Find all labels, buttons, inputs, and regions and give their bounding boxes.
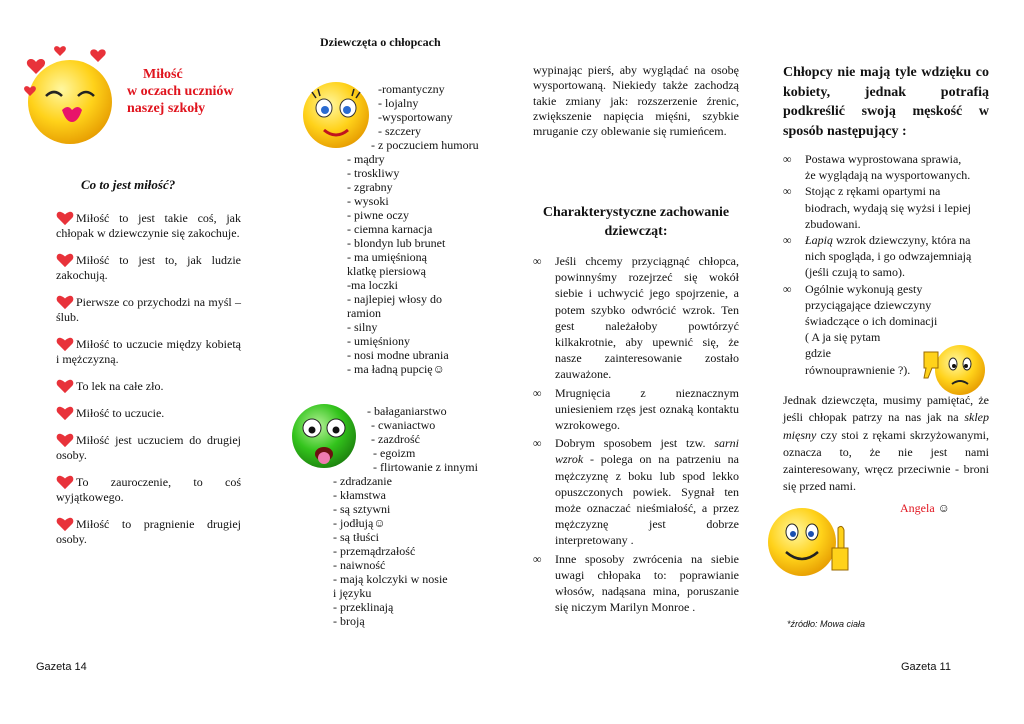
behaviour-item: [533, 551, 739, 616]
heart-icon: [56, 433, 74, 448]
love-title-line-1: Miłość: [143, 67, 183, 82]
flaw: - bałaganiarstwo: [367, 404, 447, 418]
closing-text: czy stoi z rękami skrzyżowanymi, oznacza to, że nie jest nami zainteresowany, wręcz przeciwnie - broni się przed nami.: [783, 427, 989, 494]
virtue: - zgrabny: [347, 180, 393, 194]
virtue: - umięśniony: [347, 334, 410, 348]
flaw: - przeklinają: [333, 600, 394, 614]
boys-text: wzrok dziewczyny, która na: [833, 233, 971, 248]
virtue: - najlepiej włosy do: [347, 292, 442, 306]
heart-icon: [56, 211, 74, 226]
kissing-smiley-icon: [18, 40, 128, 150]
love-answers: [56, 211, 241, 547]
virtue: - mądry: [347, 152, 385, 166]
boys-text: zbudowani.: [805, 216, 861, 231]
boys-text: świadczące o ich dominacji: [805, 314, 938, 329]
flaw: - naiwność: [333, 558, 386, 572]
love-answer: Miłość to uczucie między kobietą i mężczyzną.: [56, 337, 241, 366]
love-title-line-2: w oczach uczniów: [127, 84, 234, 99]
flaw: - flirtowanie z innymi: [373, 460, 478, 474]
heart-icon: [56, 406, 74, 421]
boys-item: [783, 232, 993, 281]
closing-emphasis: sklep mięsny: [783, 410, 989, 442]
love-answer: Miłość to uczucie.: [76, 406, 165, 420]
signature-smile: ☺: [934, 501, 950, 515]
behaviour-text: Dobrym sposobem jest tzw.: [555, 436, 715, 451]
closing-text: Jednak dziewczęta, musimy pamiętać, że jeśli chłopak patrzy na nas jak na: [783, 393, 989, 425]
virtue: - piwne oczy: [347, 208, 409, 222]
thumbs-down-smiley-icon: [918, 340, 988, 400]
virtue: - lojalny: [378, 96, 419, 110]
love-answer: Miłość to pragnienie drugiej osoby.: [56, 517, 241, 546]
flaw: - kłamstwa: [333, 488, 386, 502]
virtue: - blondyn lub brunet: [347, 236, 446, 250]
panel4-heading: Chłopcy nie mają tyle wdzięku co kobiety, jednak potrafią podkreślić swoją męskość w sposób następujący :: [783, 65, 989, 139]
virtue: -romantyczny: [378, 82, 445, 96]
love-title: [127, 66, 247, 117]
boys-emphasis: Łapią: [805, 233, 834, 248]
flaw: - cwaniactwo: [371, 418, 436, 432]
infinity-bullet-icon: ∞: [533, 254, 542, 268]
love-answer: Miłość to jest takie coś, jak chłopak w dziewczynie się zakochuje.: [56, 211, 241, 240]
girls-behaviour-list: [533, 253, 739, 617]
love-answer: To zauroczenie, to coś wyjątkowego.: [56, 475, 241, 504]
flaw: - mają kolczyki w nosie: [333, 572, 448, 586]
behaviour-text: - polega on na patrzeniu na mężczyznę z boku lub spod lekko opuszczonych powiek. Sygnał ten może oznaczać nieśmiałość, a przez mężczyznę jest dobrze interpretowany .: [555, 452, 739, 548]
boys-text: że wyglądają na wysportowanych.: [805, 168, 971, 183]
flaw: - egoizm: [373, 446, 416, 460]
infinity-bullet-icon: ∞: [783, 184, 792, 199]
love-answer: To lek na całe zło.: [76, 379, 164, 393]
boys-text: Stojąc z rękami opartymi na: [805, 184, 941, 199]
virtue: -wysportowany: [378, 110, 453, 124]
flaw: i języku: [333, 586, 372, 600]
virtue: - ma ładną pupcię☺: [347, 362, 445, 376]
infinity-bullet-icon: ∞: [783, 281, 792, 296]
heart-icon: [56, 475, 74, 490]
flaw: - przemądrzałość: [333, 544, 416, 558]
boys-flaws-list: [333, 404, 478, 628]
panel3-heading: Charakterystyczne zachowanie dziewcząt:: [542, 205, 730, 239]
boys-text: ( A ja się pytam: [805, 330, 881, 345]
love-answer: Miłość to jest to, jak ludzie zakochują.: [56, 253, 241, 282]
virtue: klatkę piersiową: [347, 264, 426, 278]
love-question: Co to jest miłość?: [81, 177, 176, 192]
love-answer: Pierwsze co przychodzi na myśl – ślub.: [56, 295, 241, 324]
infinity-bullet-icon: ∞: [783, 233, 792, 248]
behaviour-text: Jeśli chcemy przyciągnąć chłopca, powinnyśmy rozejrzeć się wokół siebie i uchwycić jego spojrzenie, a potem szybko odwrócić wzrok. Ten gest należałoby powtórzyć kilkakrotnie, aby upewnić się, że nasze zainteresowanie zostało zauważone.: [555, 254, 739, 382]
behaviour-emphasis: sarni wzrok: [555, 436, 739, 467]
boys-text: gdzie: [805, 346, 831, 361]
heart-icon: [56, 295, 74, 310]
heart-icon: [56, 253, 74, 268]
infinity-bullet-icon: ∞: [533, 385, 542, 400]
virtue: - ma umięśnioną: [347, 250, 427, 264]
flaw: - są tłuści: [333, 530, 379, 544]
boys-text: równouprawnienie ?).: [805, 362, 911, 377]
panel2-title: Dziewczęta o chłopcach: [320, 35, 441, 49]
behaviour-item: [533, 385, 739, 434]
flaw: - zazdrość: [371, 432, 420, 446]
panel3-intro: wypinając pierś, aby wyglądać na osobę wysportowaną. Niekiedy także zachodzą takie zmiany jak: rozszerzenie źrenic, zwiększenie napięcia mięśni, szybkie mruganie czy oblewanie się rumieńcem.: [533, 63, 739, 139]
heart-icon: [56, 337, 74, 352]
flaw: - są sztywni: [333, 502, 391, 516]
signature-name: Angela: [900, 501, 935, 515]
footer-left-page-number: Gazeta 14: [36, 661, 87, 673]
virtue: - szczery: [378, 124, 421, 138]
virtue: -ma loczki: [347, 278, 398, 292]
virtue: - z poczuciem humoru: [371, 138, 479, 152]
love-answer: Miłość jest uczuciem do drugiej osoby.: [56, 433, 241, 462]
boys-text: Postawa wyprostowana sprawia,: [805, 152, 962, 166]
boys-text: Ogólnie wykonują gesty: [805, 281, 923, 296]
virtue: ramion: [347, 306, 381, 320]
virtue: - troskliwy: [347, 166, 400, 180]
footer-right-page-number: Gazeta 11: [901, 661, 951, 673]
boys-virtues-list: [347, 82, 479, 376]
flaw: - zdradzanie: [333, 474, 392, 488]
thumbs-up-smiley-icon: [762, 500, 862, 582]
infinity-bullet-icon: ∞: [533, 551, 542, 566]
infinity-bullet-icon: ∞: [533, 436, 542, 451]
love-title-line-3: naszej szkoły: [127, 101, 206, 116]
closing-paragraph: [783, 392, 989, 496]
boys-text: przyciągające dziewczyny: [805, 297, 932, 312]
flaw: - jodłują☺: [333, 516, 386, 530]
boys-item: [783, 151, 993, 183]
infinity-bullet-icon: ∞: [783, 152, 792, 166]
behaviour-text: Inne sposoby zwrócenia na siebie uwagi chłopaka to: poprawianie włosów, nadąsana mina, poruszanie się niczym Marilyn Monroe .: [555, 551, 739, 615]
behaviour-item: [533, 435, 739, 548]
virtue: - silny: [347, 320, 378, 334]
boys-item: [783, 183, 993, 232]
source-note: *źródło: Mowa ciała: [787, 619, 866, 629]
signature: [900, 501, 950, 516]
heart-icon: [56, 517, 74, 532]
heart-icon: [56, 379, 74, 394]
boys-text: (jeśli czują to samo).: [805, 265, 905, 280]
behaviour-text: Mrugnięcia z nieznacznym uniesieniem rzęs jest oznaką kontaktu wzrokowego.: [555, 385, 739, 433]
behaviour-item: [533, 253, 739, 383]
boys-text: nich spogląda, i go odwzajemniają: [805, 249, 972, 264]
virtue: - nosi modne ubrania: [347, 348, 449, 362]
virtue: - wysoki: [347, 194, 389, 208]
flaw: - broją: [333, 614, 365, 628]
boys-text: biodrach, wydają się wyżsi i lepiej: [805, 200, 971, 215]
virtue: - ciemna karnacja: [347, 222, 433, 236]
